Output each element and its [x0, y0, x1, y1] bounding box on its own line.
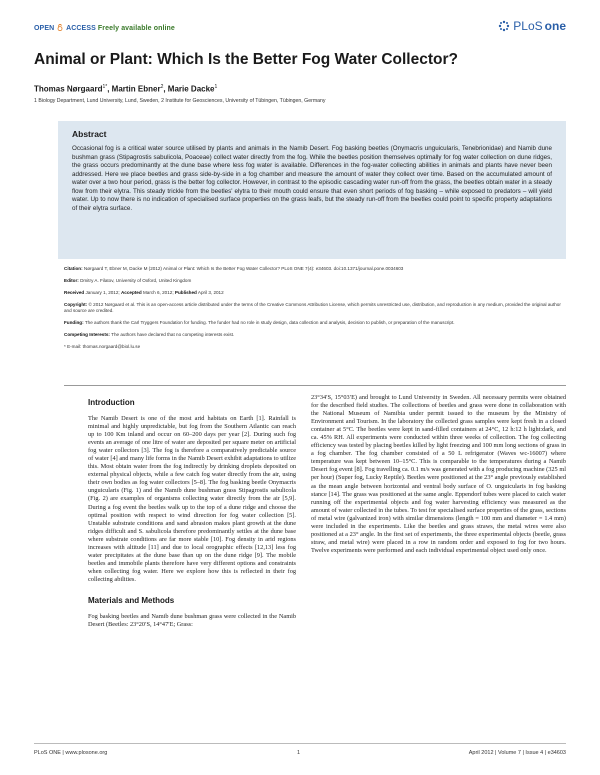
author-affiliation-marker: 1*: [102, 84, 108, 90]
plos-one-logo: [498, 19, 566, 33]
left-column: [88, 398, 296, 629]
footer-issue: April 2012 | Volume 7 | Issue 4 | e34603: [468, 750, 566, 756]
abstract-box: [58, 121, 566, 259]
corresponding-email: * E-mail: thomas.norgaard@biol.lu.se: [64, 343, 141, 349]
abstract-heading: Abstract: [72, 129, 107, 139]
methods-text-continued: 23°34′S, 15°03′E) and brought to Lund University in Sweden. All necessary permits were obtained for the described field studies. The collections of beetles and grass were done in collaboration with the National Museum of Namibia under permit issued to the museum by the Ministry of Environment and Tourism. In the laboratory the collected grass samples were kept fresh in a closed container at 5°C. The beetles were kept in sand-filled containers at 24°C, 12 h:12 h light:dark, and ca. 45% RH. All experiments were conducted within three weeks of collection. The fog collecting efficiency was tested by placing beetles killed by light freezing and 100 mm long sections of grass in a fog chamber. The fog chamber consisted of a 50 L refrigerator (Waves wc-16007) where temperature was kept between 10–15°C. This is comparable to the temperatures during a Namib Desert fog event [8]. Fog travelling ca. 0.1 m/s was generated with a fog producing machine (325 ml per hour) (Super fog, Lucky Reptile). Beetles were positioned at the 23° angle previously established as the mean angle between horizontal and ventral body surface of O. unguicularis in fog basking stance [14]. The grass was positioned at the same angle. Eppendorf tubes were placed to catch water running off the experimental objects and fog water harvesting efficiency was measured as the amount of water collected in the tubes. To test for specialised surface properties of the grass, sections of metal wire (galvanized iron) with similar dimensions (length = 100 mm and diameter = 1.4 mm) were included in the experiments. Like the beetles and grass straws, the metal wires were also positioned at a 23° angle. In the first set of experiments, the three experimental objects (beetle, grass straw, and metal wire) were placed in a row in random order and exposed to fog for two hours. Twelve experiments were performed and each individual experimental object used only once.: [311, 394, 566, 554]
metadata-divider: [64, 385, 566, 386]
open-access-lock-icon: [57, 24, 63, 31]
article-title: Animal or Plant: Which Is the Better Fog Water Collector?: [34, 51, 458, 68]
author-affiliation-marker: 1: [214, 84, 218, 90]
methods-text: Fog basking beetles and Namib dune bushman grass were collected in the Namib Desert (Beetles: 23°20′S, 14°47′E; Grass:: [88, 612, 296, 629]
footer-divider: [34, 743, 566, 744]
one-wordmark: one: [544, 19, 566, 33]
introduction-heading: Introduction: [88, 398, 135, 407]
funding: Funding: The authors thank the Carl Tryggers Foundation for funding. The funder had no role in study design, data collection and analysis, decision to publish, or preparation of the manuscript.: [64, 320, 455, 326]
affiliations: 1 Biology Department, Lund University, Lund, Sweden, 2 Institute for Geosciences, University of Tübingen, Tübingen, Germany: [34, 98, 326, 104]
copyright: Copyright: © 2012 Nørgaard et al. This is an open-access article distributed under the terms of the Creative Commons Attribution License, which permits unrestricted use, distribution, and reproduction in any medium, provided the original author and source are credited.: [64, 301, 561, 314]
open-access-badge: [34, 24, 175, 32]
article-metadata: [64, 266, 564, 356]
right-column: [311, 394, 566, 555]
author-name: Thomas Nørgaard: [34, 84, 103, 94]
author-name: Martin Ebner: [111, 84, 161, 94]
author-name: Marie Dacke: [167, 84, 215, 94]
dates: Received January 1, 2012; Accepted March 6, 2012; Published April 3, 2012: [64, 289, 224, 295]
access-label: ACCESS: [66, 25, 96, 32]
freely-available-label: Freely available online: [97, 25, 175, 32]
journal-header: [34, 21, 566, 41]
author-affiliation-marker: 2: [160, 84, 164, 90]
author-list: Thomas Nørgaard$^{1*}$, Martin Ebner$^2$, Marie Dacke$^1$: [34, 84, 218, 94]
footer-journal: PLoS ONE | www.plosone.org: [34, 750, 108, 756]
methods-heading: Materials and Methods: [88, 595, 175, 605]
open-label: OPEN: [34, 25, 55, 32]
plos-wordmark: PLoS: [513, 19, 543, 33]
editor: Editor: Dmitry A. Filatov, University of Oxford, United Kingdom: [64, 277, 192, 283]
abstract-text: Occasional fog is a critical water source utilised by plants and animals in the Namib Desert. Fog basking beetles (Onymacris unguicularis, Tenebrionidae) and Namib dune bushman grass (Stipagrostis sabulicola, Poaceae) collect water directly from the fog. While the beetles position themselves optimally for fog water collection on dune ridges, the grass occurs predominantly at the dune base where less fog water is available. Differences in the fog-water collecting abilities in animals and plants have never been addressed. Here we place beetles and grass side-by-side in a fog chamber and measure the amount of water they collect over time. Based on the accumulated amount of water over a two hour period, grass is the better fog collector. However, in contrast to the episodic cascading water run-off from the grass, the beetles obtain water in a steady flow from their elytra. This steady trickle from the beetles' elytra to their mouth could ensure that even short periods of fog basking – while exposed to predators – will yield water. Up to now there is no indication of specialised surface properties on the grass leafs, but the steady run-off from the beetles could point to specific property adaptations of their elytra surface.: [72, 145, 552, 212]
page-number: 1: [297, 750, 301, 756]
citation: Citation: Nørgaard T, Ebner M, Dacke M (2012) Animal or Plant: Which Is the Better Fog Water Collector? PLoS ONE 7(4): e34603. doi:10.1371/journal.pone.0034603: [64, 266, 404, 271]
plos-logo-icon: [498, 20, 510, 32]
introduction-text: The Namib Desert is one of the most arid habitats on Earth [1]. Rainfall is minimal and highly unpredictable, but fog from the Southern Atlantic can reach up to 100 Km inland and occur on 60–200 days per year [2]. During such fog events an average of one litre of water are deposited per square meter on artificial fog water collectors [3]. The fog is therefore a comparatively predictable source of water [4] and many life forms in the Namib Desert exhibit adaptations to utilize this. Most obtain water from the fog indirectly by drinking droplets deposited on external physical objects, while a few catch fog water directly from the air, using their own bodies as fog water collectors [5–8]. The fog basking beetle Onymacris unguicularis (Fig. 1) and the Namib dune bushman grass Stipagrostis sabulicola (Fig. 2) are examples of organisms collecting water directly from the air [5,9]. During a fog event the beetles walk up to the top of a dune ridge and choose the optimal position with respect to wind direction for fog water collection [5]. Unstable substrate conditions and sand abrasion makes plant growth at the dune ridges difficult and S. sabulicola therefore predominantly settles at the dune base where substrate conditions are far more stable [10]. Fog density in arid regions increases with altitude [11] and due to local orographic effects [12,13] less fog water precipitates at the dune base than up on the dune ridge [9]. The mobile beetles and immobile plants therefore have very different options and constraints when collecting fog water. Here we explore how this is reflected in their fog collecting abilities.: [88, 415, 296, 583]
competing-interests: Competing Interests: The authors have declared that no competing interests exist.: [64, 331, 235, 337]
